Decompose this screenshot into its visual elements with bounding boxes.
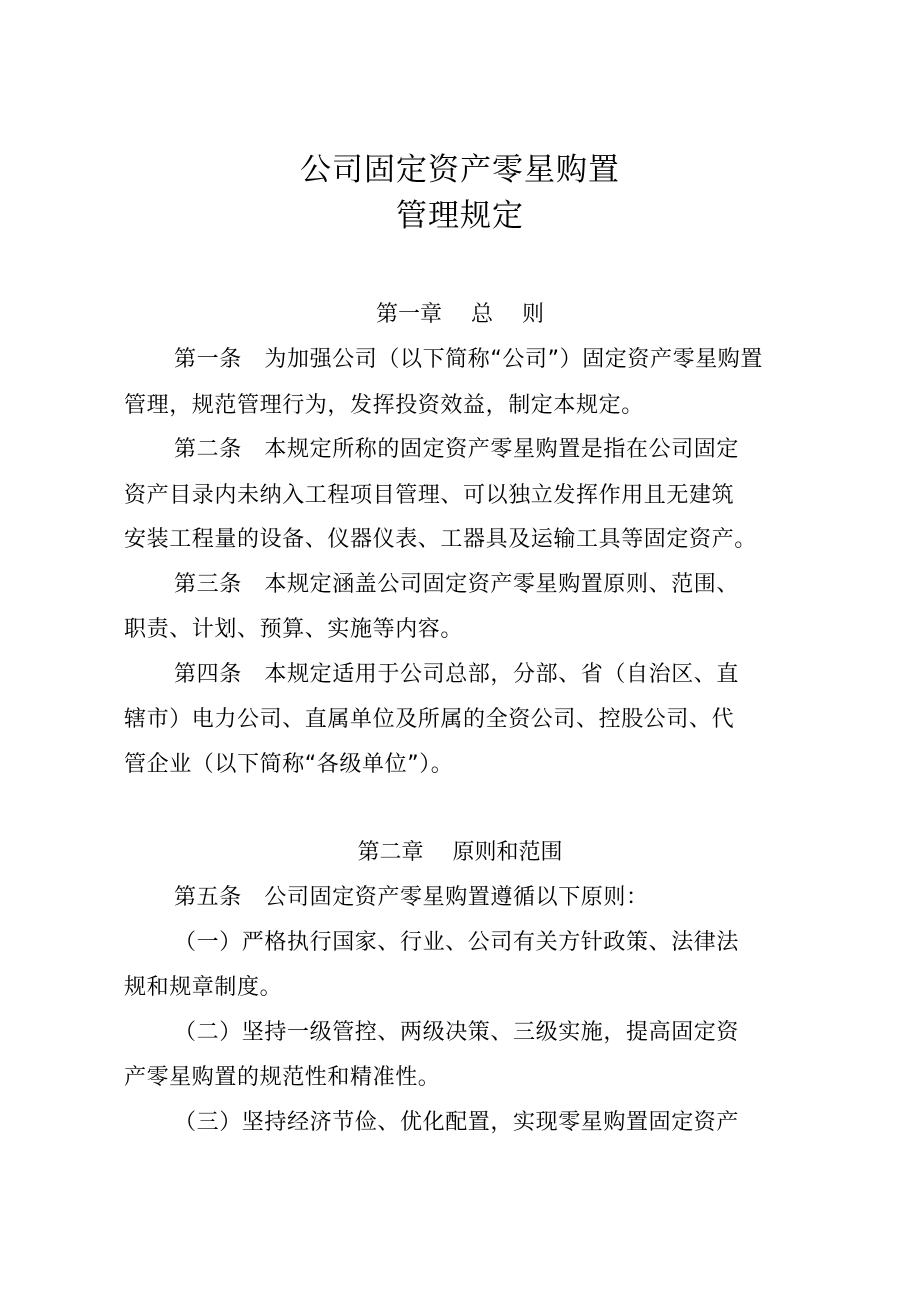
article-2-line-2: 资产目录内未纳入工程项目管理、可以独立发挥作用且无建筑 xyxy=(124,483,735,508)
article-4-line-2: 辖市）电力公司、直属单位及所属的全资公司、控股公司、代 xyxy=(124,707,735,732)
chapter-heading: 第一章 总 则 xyxy=(376,302,544,327)
article-1-line-1: 第一条 为加强公司（以下简称“公司”）固定资产零星购置 xyxy=(174,347,763,372)
article-2-line-3: 安装工程量的设备、仪器仪表、工器具及运输工具等固定资产。 xyxy=(124,527,757,552)
document-title-line2: 管理规定 xyxy=(396,198,524,234)
chapter-heading: 第二章 原则和范围 xyxy=(357,840,563,865)
principle-1-line-1: （一）严格执行国家、行业、公司有关方针政策、法律法 xyxy=(174,930,740,955)
article-4-line-1: 第四条 本规定适用于公司总部，分部、省（自治区、直 xyxy=(174,662,740,687)
principle-2-line-1: （二）坚持一级管控、两级决策、三级实施，提高固定资 xyxy=(174,1020,740,1045)
document-title-line1: 公司固定资产零星购置 xyxy=(300,152,620,188)
principle-2-line-2: 产零星购置的规范性和精准性。 xyxy=(124,1065,441,1090)
article-3-line-2: 职责、计划、预算、实施等内容。 xyxy=(124,617,464,642)
article-2-line-1: 第二条 本规定所称的固定资产零星购置是指在公司固定 xyxy=(174,437,740,462)
principle-3-line-1: （三）坚持经济节俭、优化配置，实现零星购置固定资产 xyxy=(174,1110,740,1135)
article-5-line-1: 第五条 公司固定资产零星购置遵循以下原则： xyxy=(174,885,649,910)
article-3-line-1: 第三条 本规定涵盖公司固定资产零星购置原则、范围、 xyxy=(174,572,740,597)
article-1-line-2: 管理，规范管理行为，发挥投资效益，制定本规定。 xyxy=(124,393,644,418)
article-4-line-3: 管企业（以下简称“各级单位”）。 xyxy=(124,752,454,777)
principle-1-line-2: 规和规章制度。 xyxy=(124,975,283,1000)
